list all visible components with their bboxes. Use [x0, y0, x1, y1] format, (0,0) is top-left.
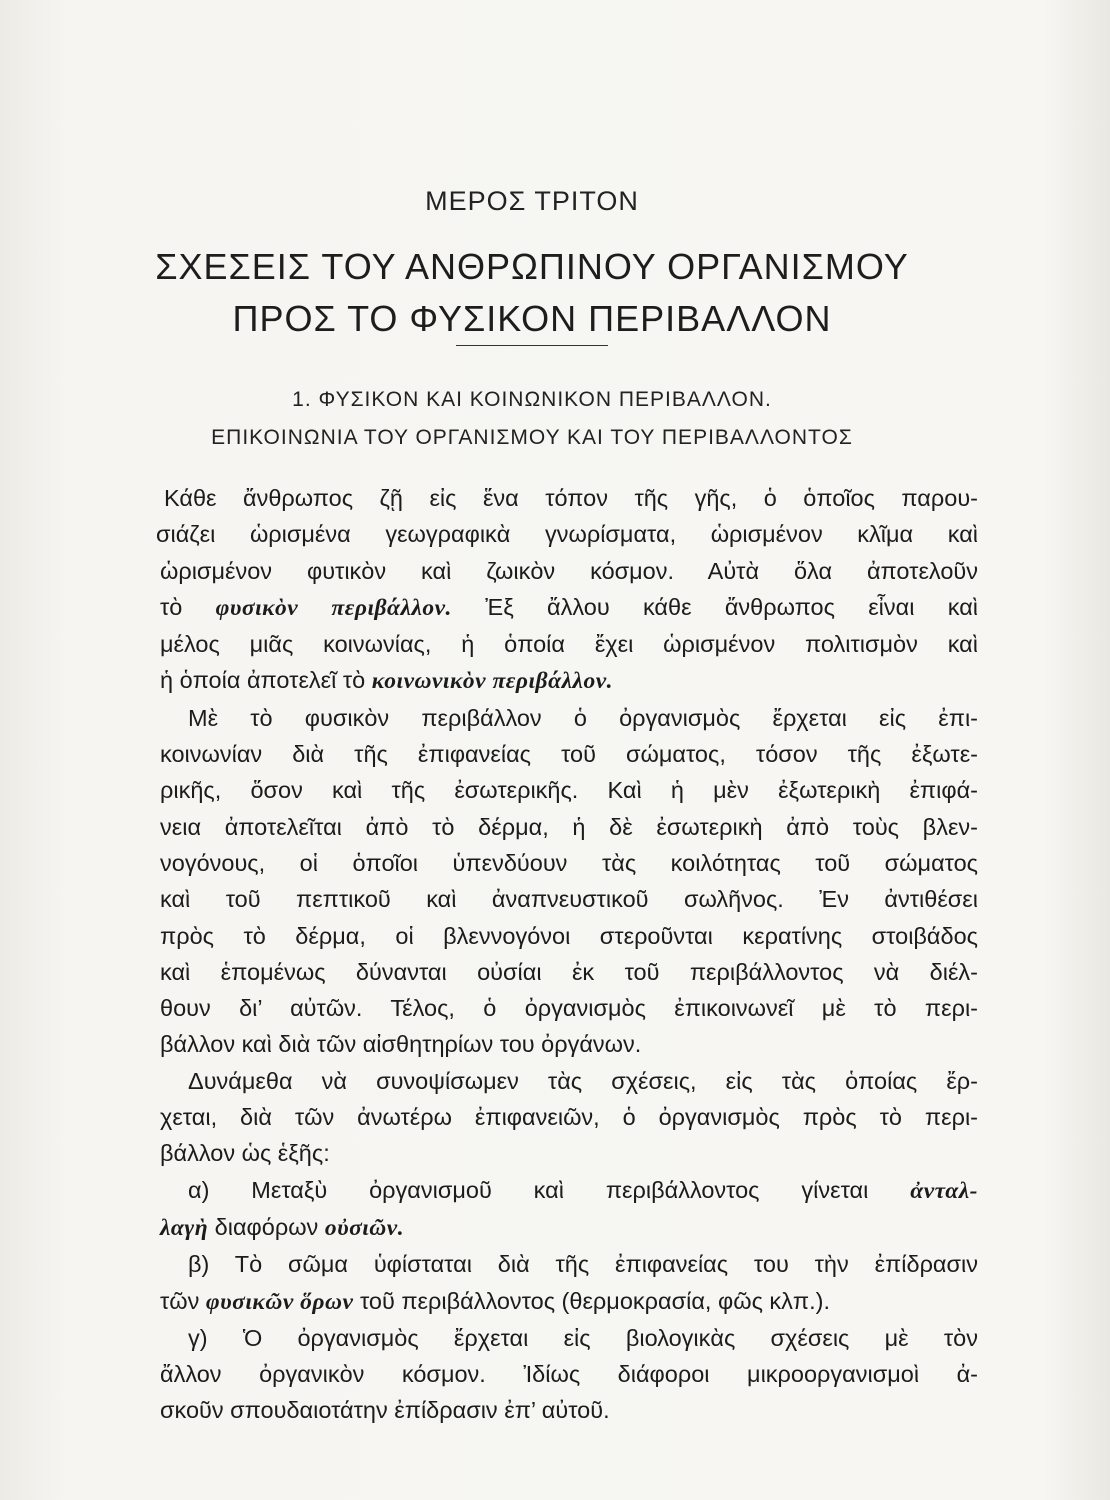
text-line: Κάθε ἄνθρωπος ζῇ εἰς ἕνα τόπον τῆς γῆς, ὁ ὁποῖος παρου- — [164, 485, 978, 511]
section-heading-line-2: ΕΠΙΚΟΙΝΩΝΙΑ ΤΟΥ ΟΡΓΑΝΙΣΜΟΥ ΚΑΙ ΤΟΥ ΠΕΡΙΒΑΛΛΟΝΤΟΣ — [211, 426, 853, 449]
text-line: σιάζει ὡρισμένα γεωγραφικὰ γνωρίσματα, ὡρισμένον κλῖμα καὶ — [156, 521, 978, 548]
emphasis-term: λαγὴ — [160, 1214, 209, 1241]
text-line: λαγὴ διαφόρων οὐσιῶν. — [160, 1213, 405, 1241]
section-heading-line-1: 1. ΦΥΣΙΚΟΝ ΚΑΙ ΚΟΙΝΩΝΙΚΟΝ ΠΕΡΙΒΑΛΛΟΝ. — [292, 388, 772, 411]
emphasis-term: ἀνταλ- — [910, 1177, 978, 1204]
list-item-a: α) Μεταξὺ ὀργανισμοῦ καὶ περιβάλλοντος γίνεται ἀνταλ- — [188, 1176, 978, 1204]
text-line: νεια ἀποτελεῖται ἀπὸ τὸ δέρμα, ἡ δὲ ἐσωτερικὴ ἀπὸ τοὺς βλεν- — [160, 813, 978, 840]
text-line: καὶ τοῦ πεπτικοῦ καὶ ἀναπνευστικοῦ σωλῆνος. Ἐν ἀντιθέσει — [160, 886, 978, 913]
chapter-title-line-2: ΠΡΟΣ ΤΟ ΦΥΣΙΚΟΝ ΠΕΡΙΒΑΛΛΟΝ — [232, 298, 832, 339]
text-line: νογόνους, οἱ ὁποῖοι ὑπενδύουν τὰς κοιλότητας τοῦ σώματος — [160, 849, 978, 876]
title-divider — [456, 345, 608, 346]
emphasis-term: φυσικὸν περιβάλλον. — [215, 594, 452, 621]
text-line: τῶν φυσικῶν ὅρων τοῦ περιβάλλοντος (θερμοκρασία, φῶς κλπ.). — [160, 1287, 831, 1315]
chapter-title-line-1: ΣΧΕΣΕΙΣ ΤΟΥ ΑΝΘΡΩΠΙΝΟΥ ΟΡΓΑΝΙΣΜΟΥ — [155, 246, 909, 287]
emphasis-term: οὐσιῶν. — [324, 1214, 405, 1241]
part-heading: ΜΕΡΟΣ ΤΡΙΤΟΝ — [425, 186, 639, 216]
text-line: βάλλον καὶ διὰ τῶν αἰσθητηρίων του ὀργάνων. — [160, 1031, 642, 1058]
text-line: βάλλον ὡς ἑξῆς: — [160, 1140, 330, 1167]
body-text — [156, 480, 979, 1429]
text-line: χεται, διὰ τῶν ἀνωτέρω ἐπιφανειῶν, ὁ ὀργανισμὸς πρὸς τὸ περι- — [160, 1104, 978, 1131]
text-line: ὡρισμένον φυτικὸν καὶ ζωικὸν κόσμον. Αὐτὰ ὅλα ἀποτελοῦν — [160, 557, 978, 584]
list-item-c: γ) Ὁ ὀργανισμὸς ἔρχεται εἰς βιολογικὰς σχέσεις μὲ τὸν — [188, 1324, 978, 1351]
text-line: Μὲ τὸ φυσικὸν περιβάλλον ὁ ὀργανισμὸς ἔρχεται εἰς ἐπι- — [188, 704, 978, 731]
text-line: ἡ ὁποία ἀποτελεῖ τὸ κοινωνικὸν περιβάλλον. — [160, 667, 614, 695]
text-line: κοινωνίαν διὰ τῆς ἐπιφανείας τοῦ σώματος, τόσον τῆς ἐξωτε- — [160, 741, 978, 768]
text-line: σκοῦν σπουδαιοτάτην ἐπίδρασιν ἐπ’ αὐτοῦ. — [160, 1397, 610, 1424]
text-line: μέλος μιᾶς κοινωνίας, ἡ ὁποία ἔχει ὡρισμένον πολιτισμὸν καὶ — [160, 631, 978, 658]
text-line: τὸ φυσικὸν περιβάλλον. Ἐξ ἄλλου κάθε ἄνθρωπος εἶναι καὶ — [160, 593, 979, 621]
list-item-b: β) Τὸ σῶμα ὑφίσταται διὰ τῆς ἐπιφανείας του τὴν ἐπίδρασιν — [188, 1251, 978, 1278]
text-line: ρικῆς, ὅσον καὶ τῆς ἐσωτερικῆς. Καὶ ἡ μὲν ἐξωτερικὴ ἐπιφά- — [160, 777, 978, 804]
text-line: πρὸς τὸ δέρμα, οἱ βλεννογόνοι στεροῦνται κερατίνης στοιβάδος — [160, 922, 978, 949]
text-line: καὶ ἑπομένως δύνανται οὐσίαι ἐκ τοῦ περιβάλλοντος νὰ διέλ- — [160, 958, 978, 985]
emphasis-term: φυσικῶν ὅρων — [205, 1288, 354, 1315]
text-line: θουν δι’ αὐτῶν. Τέλος, ὁ ὀργανισμὸς ἐπικοινωνεῖ μὲ τὸ περι- — [160, 995, 978, 1022]
emphasis-term: κοινωνικὸν περιβάλλον. — [371, 668, 614, 695]
text-line: ἄλλον ὀργανικὸν κόσμον. Ἰδίως διάφοροι μικροοργανισμοὶ ἀ- — [160, 1361, 978, 1388]
text-line: Δυνάμεθα νὰ συνοψίσωμεν τὰς σχέσεις, εἰς τὰς ὁποίας ἔρ- — [188, 1067, 978, 1094]
